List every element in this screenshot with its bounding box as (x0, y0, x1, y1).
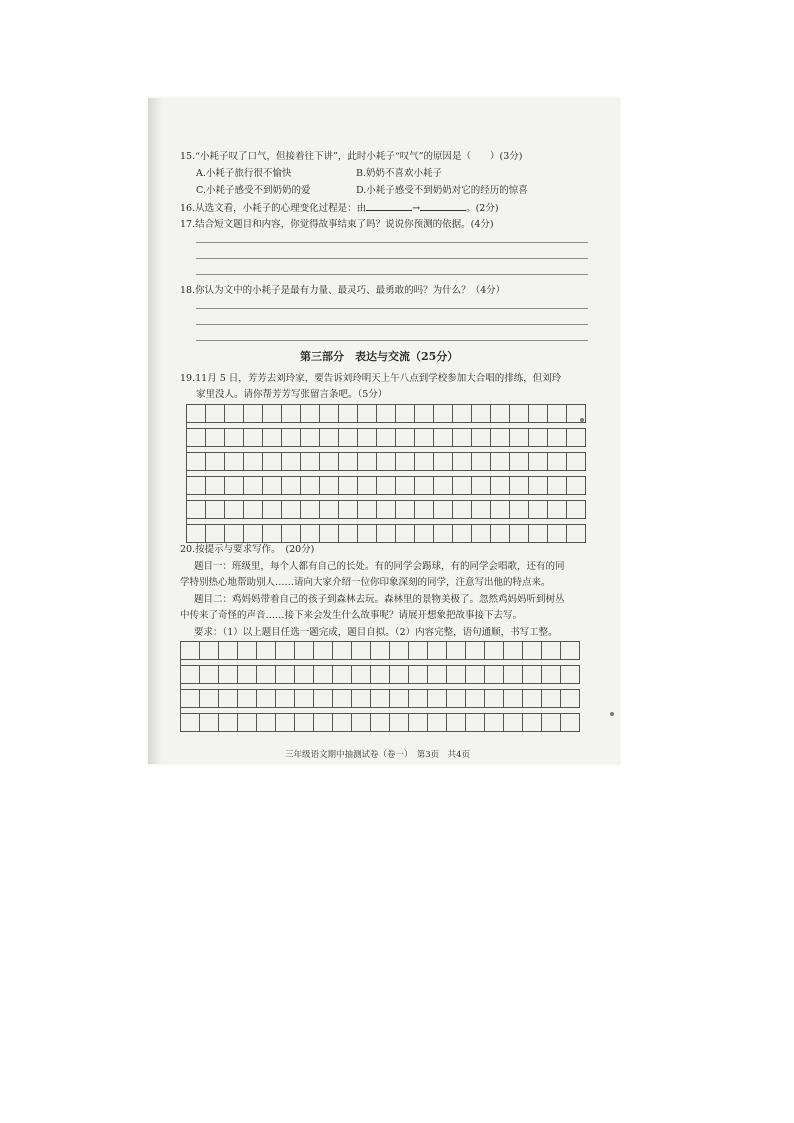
grid-cell[interactable] (415, 477, 434, 495)
grid-cell[interactable] (295, 690, 314, 708)
grid-cell[interactable] (472, 453, 491, 471)
q20-requirements: 要求：（1）以上题目任选一题完成，题目自拟。（2）内容完整，语句通顺，书写工整。 (194, 627, 558, 638)
grid-cell[interactable] (466, 642, 485, 660)
grid-cell[interactable] (377, 501, 396, 519)
grid-cell[interactable] (561, 666, 580, 684)
grid-cell[interactable] (371, 642, 390, 660)
grid-cell[interactable] (301, 429, 320, 447)
grid-row (181, 690, 580, 708)
grid-cell[interactable] (257, 666, 276, 684)
q18-answer-line-2[interactable] (196, 324, 588, 325)
grid-cell[interactable] (225, 429, 244, 447)
grid-cell[interactable] (510, 501, 529, 519)
grid-row (181, 666, 580, 684)
question-20: 20.按提示与要求写作。 (20分) (180, 544, 315, 555)
grid-cell[interactable] (187, 525, 206, 543)
grid-cell[interactable] (257, 642, 276, 660)
grid-cell[interactable] (377, 405, 396, 423)
grid-cell[interactable] (447, 714, 466, 732)
grid-cell[interactable] (542, 690, 561, 708)
grid-cell[interactable] (428, 666, 447, 684)
grid-cell[interactable] (339, 477, 358, 495)
grid-cell[interactable] (561, 642, 580, 660)
q19-writing-grid[interactable] (186, 404, 586, 543)
grid-cell[interactable] (396, 453, 415, 471)
q16-blank-2[interactable] (420, 201, 466, 211)
grid-cell[interactable] (352, 642, 371, 660)
grid-cell[interactable] (390, 642, 409, 660)
grid-cell[interactable] (485, 666, 504, 684)
q16-blank-1[interactable] (366, 201, 412, 211)
grid-cell[interactable] (263, 429, 282, 447)
grid-cell[interactable] (371, 666, 390, 684)
grid-cell[interactable] (523, 714, 542, 732)
grid-cell[interactable] (181, 690, 200, 708)
grid-cell[interactable] (523, 642, 542, 660)
grid-cell[interactable] (320, 405, 339, 423)
grid-cell[interactable] (187, 477, 206, 495)
grid-cell[interactable] (238, 666, 257, 684)
q15-option-d: D.小耗子感受不到奶奶对它的经历的惊喜 (356, 185, 528, 196)
grid-cell[interactable] (238, 714, 257, 732)
grid-cell[interactable] (453, 405, 472, 423)
grid-cell[interactable] (542, 666, 561, 684)
grid-cell[interactable] (510, 453, 529, 471)
grid-cell[interactable] (225, 525, 244, 543)
grid-cell[interactable] (529, 525, 548, 543)
grid-row (187, 525, 586, 543)
grid-cell[interactable] (181, 666, 200, 684)
grid-cell[interactable] (314, 642, 333, 660)
grid-cell[interactable] (238, 642, 257, 660)
grid-cell[interactable] (453, 453, 472, 471)
grid-cell[interactable] (225, 405, 244, 423)
grid-cell[interactable] (415, 429, 434, 447)
grid-cell[interactable] (396, 525, 415, 543)
grid-cell[interactable] (295, 666, 314, 684)
grid-cell[interactable] (529, 405, 548, 423)
grid-cell[interactable] (200, 642, 219, 660)
grid-cell[interactable] (466, 666, 485, 684)
grid-cell[interactable] (409, 690, 428, 708)
grid-cell[interactable] (263, 501, 282, 519)
grid-cell[interactable] (225, 453, 244, 471)
grid-cell[interactable] (244, 525, 263, 543)
grid-cell[interactable] (206, 453, 225, 471)
grid-cell[interactable] (320, 453, 339, 471)
grid-cell[interactable] (561, 690, 580, 708)
grid-cell[interactable] (276, 714, 295, 732)
question-16 (180, 201, 499, 216)
grid-cell[interactable] (320, 501, 339, 519)
grid-cell[interactable] (181, 714, 200, 732)
q17-answer-line-1[interactable] (196, 242, 588, 243)
grid-cell[interactable] (447, 690, 466, 708)
grid-cell[interactable] (434, 405, 453, 423)
grid-cell[interactable] (504, 666, 523, 684)
grid-cell[interactable] (314, 714, 333, 732)
grid-cell[interactable] (187, 453, 206, 471)
grid-cell[interactable] (434, 453, 453, 471)
grid-cell[interactable] (466, 714, 485, 732)
grid-cell[interactable] (428, 714, 447, 732)
question-15: 15.“小耗子叹了口气，但接着往下讲”，此时小耗子“叹气”的原因是（ ）(3分) (180, 151, 523, 162)
q18-answer-line-1[interactable] (196, 308, 588, 309)
question-19-line-2: 家里没人。请你帮芳芳写张留言条吧。（5分） (196, 389, 388, 400)
grid-cell[interactable] (491, 525, 510, 543)
grid-cell[interactable] (219, 666, 238, 684)
grid-cell[interactable] (491, 501, 510, 519)
grid-cell[interactable] (567, 501, 586, 519)
grid-cell[interactable] (548, 453, 567, 471)
grid-cell[interactable] (428, 642, 447, 660)
grid-cell[interactable] (263, 477, 282, 495)
grid-cell[interactable] (485, 690, 504, 708)
question-18: 18.你认为文中的小耗子是最有力量、最灵巧、最勇敢的吗？为什么？（4分） (180, 285, 506, 296)
grid-row (187, 429, 586, 447)
grid-cell[interactable] (396, 501, 415, 519)
grid-cell[interactable] (453, 501, 472, 519)
grid-cell[interactable] (244, 501, 263, 519)
page-footer: 三年级语文期中抽测试卷（卷一） 第3页 共4页 (285, 750, 471, 760)
grid-cell[interactable] (371, 690, 390, 708)
grid-cell[interactable] (428, 690, 447, 708)
q20-topic-1-line-1: 题目一：班级里，每个人都有自己的长处。有的同学会踢球，有的同学会唱歌，还有的同 (194, 561, 565, 572)
grid-cell[interactable] (352, 666, 371, 684)
grid-cell[interactable] (187, 501, 206, 519)
grid-cell[interactable] (263, 453, 282, 471)
grid-cell[interactable] (491, 453, 510, 471)
grid-row (187, 501, 586, 519)
grid-cell[interactable] (377, 453, 396, 471)
grid-cell[interactable] (282, 477, 301, 495)
grid-row (181, 714, 580, 732)
grid-cell[interactable] (396, 477, 415, 495)
grid-cell[interactable] (548, 477, 567, 495)
q17-answer-line-3[interactable] (196, 274, 588, 275)
grid-cell[interactable] (320, 525, 339, 543)
grid-cell[interactable] (333, 666, 352, 684)
q16-prefix: 16.从选文看，小耗子的心理变化过程是：由 (180, 203, 367, 214)
grid-cell[interactable] (200, 714, 219, 732)
grid-cell[interactable] (282, 525, 301, 543)
grid-cell[interactable] (504, 642, 523, 660)
q18-answer-line-3[interactable] (196, 340, 588, 341)
grid-cell[interactable] (339, 453, 358, 471)
grid-cell[interactable] (200, 690, 219, 708)
grid-cell[interactable] (181, 642, 200, 660)
grid-cell[interactable] (504, 714, 523, 732)
scan-speck (580, 418, 584, 422)
grid-cell[interactable] (548, 501, 567, 519)
grid-cell[interactable] (282, 429, 301, 447)
grid-cell[interactable] (548, 525, 567, 543)
grid-cell[interactable] (219, 642, 238, 660)
grid-cell[interactable] (415, 453, 434, 471)
grid-cell[interactable] (523, 690, 542, 708)
grid-cell[interactable] (244, 405, 263, 423)
grid-cell[interactable] (333, 714, 352, 732)
grid-cell[interactable] (453, 477, 472, 495)
grid-cell[interactable] (358, 525, 377, 543)
grid-cell[interactable] (320, 477, 339, 495)
grid-cell[interactable] (200, 666, 219, 684)
grid-cell[interactable] (333, 642, 352, 660)
grid-cell[interactable] (238, 690, 257, 708)
grid-cell[interactable] (320, 429, 339, 447)
grid-cell[interactable] (358, 405, 377, 423)
grid-cell[interactable] (453, 525, 472, 543)
grid-cell[interactable] (415, 405, 434, 423)
grid-cell[interactable] (491, 405, 510, 423)
grid-cell[interactable] (187, 405, 206, 423)
grid-cell[interactable] (206, 405, 225, 423)
grid-cell[interactable] (314, 666, 333, 684)
grid-cell[interactable] (396, 405, 415, 423)
q20-writing-grid[interactable] (180, 641, 580, 732)
grid-cell[interactable] (358, 477, 377, 495)
grid-row (187, 477, 586, 495)
grid-cell[interactable] (542, 714, 561, 732)
q17-answer-line-2[interactable] (196, 258, 588, 259)
grid-row (187, 453, 586, 471)
grid-cell[interactable] (301, 405, 320, 423)
grid-cell[interactable] (301, 477, 320, 495)
grid-cell[interactable] (447, 642, 466, 660)
grid-cell[interactable] (491, 477, 510, 495)
grid-row (181, 642, 580, 660)
question-17: 17.结合短文题目和内容，你觉得故事结束了吗？说说你预测的依据。(4分) (180, 219, 494, 230)
grid-cell[interactable] (352, 714, 371, 732)
section-3-title: 第三部分 表达与交流（25分） (300, 350, 459, 363)
grid-cell[interactable] (548, 429, 567, 447)
grid-cell[interactable] (295, 642, 314, 660)
grid-cell[interactable] (358, 429, 377, 447)
grid-cell[interactable] (409, 714, 428, 732)
grid-cell[interactable] (301, 525, 320, 543)
grid-cell[interactable] (548, 405, 567, 423)
grid-cell[interactable] (529, 477, 548, 495)
grid-cell[interactable] (263, 405, 282, 423)
grid-cell[interactable] (339, 405, 358, 423)
grid-cell[interactable] (472, 405, 491, 423)
grid-cell[interactable] (466, 690, 485, 708)
grid-cell[interactable] (295, 714, 314, 732)
grid-cell[interactable] (282, 405, 301, 423)
grid-cell[interactable] (333, 690, 352, 708)
grid-cell[interactable] (453, 429, 472, 447)
grid-cell[interactable] (377, 429, 396, 447)
grid-cell[interactable] (206, 501, 225, 519)
grid-cell[interactable] (377, 477, 396, 495)
grid-cell[interactable] (434, 477, 453, 495)
grid-cell[interactable] (510, 525, 529, 543)
q20-topic-2-line-2: 中传来了奇怪的声音……接下来会发生什么故事呢？请展开想象把故事接下去写。 (180, 610, 523, 621)
q20-topic-2-line-1: 题目二：鸡妈妈带着自己的孩子到森林去玩。森林里的景物美极了。忽然鸡妈妈听到树丛 (194, 594, 565, 605)
grid-cell[interactable] (339, 501, 358, 519)
grid-cell[interactable] (434, 429, 453, 447)
grid-row (187, 405, 586, 423)
grid-cell[interactable] (485, 714, 504, 732)
grid-cell[interactable] (276, 666, 295, 684)
grid-cell[interactable] (257, 714, 276, 732)
grid-cell[interactable] (219, 714, 238, 732)
grid-cell[interactable] (396, 429, 415, 447)
grid-cell[interactable] (390, 666, 409, 684)
grid-cell[interactable] (206, 477, 225, 495)
grid-cell[interactable] (301, 453, 320, 471)
grid-cell[interactable] (301, 501, 320, 519)
q15-option-c: C.小耗子感受不到奶奶的爱 (196, 185, 311, 196)
grid-cell[interactable] (434, 525, 453, 543)
scan-speck (610, 712, 614, 716)
grid-cell[interactable] (206, 429, 225, 447)
grid-cell[interactable] (244, 453, 263, 471)
question-19-line-1: 19.11月 5 日，芳芳去刘玲家，要告诉刘玲明天上午八点到学校参加大合唱的排练，但刘玲 (180, 373, 562, 384)
grid-cell[interactable] (187, 429, 206, 447)
grid-cell[interactable] (485, 642, 504, 660)
grid-cell[interactable] (377, 525, 396, 543)
grid-cell[interactable] (472, 477, 491, 495)
grid-cell[interactable] (529, 429, 548, 447)
grid-cell[interactable] (434, 501, 453, 519)
grid-cell[interactable] (225, 477, 244, 495)
grid-cell[interactable] (510, 477, 529, 495)
grid-cell[interactable] (358, 501, 377, 519)
grid-cell[interactable] (415, 501, 434, 519)
grid-cell[interactable] (371, 714, 390, 732)
grid-cell[interactable] (225, 501, 244, 519)
grid-cell[interactable] (282, 501, 301, 519)
q15-option-a: A.小耗子旅行很不愉快 (196, 168, 292, 179)
grid-cell[interactable] (244, 429, 263, 447)
grid-cell[interactable] (523, 666, 542, 684)
grid-cell[interactable] (510, 405, 529, 423)
grid-cell[interactable] (206, 525, 225, 543)
grid-cell[interactable] (339, 525, 358, 543)
grid-cell[interactable] (529, 453, 548, 471)
grid-cell[interactable] (510, 429, 529, 447)
grid-cell[interactable] (390, 690, 409, 708)
grid-cell[interactable] (567, 525, 586, 543)
grid-cell[interactable] (219, 690, 238, 708)
grid-cell[interactable] (472, 501, 491, 519)
grid-cell[interactable] (263, 525, 282, 543)
grid-cell[interactable] (409, 666, 428, 684)
q20-topic-1-line-2: 学特别热心地帮助别人……请向大家介绍一位你印象深刻的同学，注意写出他的特点来。 (180, 577, 551, 588)
grid-cell[interactable] (542, 642, 561, 660)
grid-cell[interactable] (257, 690, 276, 708)
grid-cell[interactable] (567, 453, 586, 471)
grid-cell[interactable] (276, 690, 295, 708)
grid-cell[interactable] (314, 690, 333, 708)
grid-cell[interactable] (504, 690, 523, 708)
grid-cell[interactable] (390, 714, 409, 732)
grid-cell[interactable] (567, 477, 586, 495)
q16-arrow: → (412, 203, 421, 214)
q15-option-b: B.奶奶不喜欢小耗子 (356, 168, 443, 179)
grid-cell[interactable] (352, 690, 371, 708)
grid-cell[interactable] (244, 477, 263, 495)
grid-cell[interactable] (276, 642, 295, 660)
grid-cell[interactable] (447, 666, 466, 684)
grid-cell[interactable] (282, 453, 301, 471)
grid-cell[interactable] (529, 501, 548, 519)
q16-suffix: 。(2分) (466, 203, 499, 214)
grid-cell[interactable] (491, 429, 510, 447)
grid-cell[interactable] (415, 525, 434, 543)
grid-cell[interactable] (567, 429, 586, 447)
grid-cell[interactable] (409, 642, 428, 660)
grid-cell[interactable] (358, 453, 377, 471)
grid-cell[interactable] (339, 429, 358, 447)
grid-cell[interactable] (472, 429, 491, 447)
grid-cell[interactable] (472, 525, 491, 543)
grid-cell[interactable] (561, 714, 580, 732)
